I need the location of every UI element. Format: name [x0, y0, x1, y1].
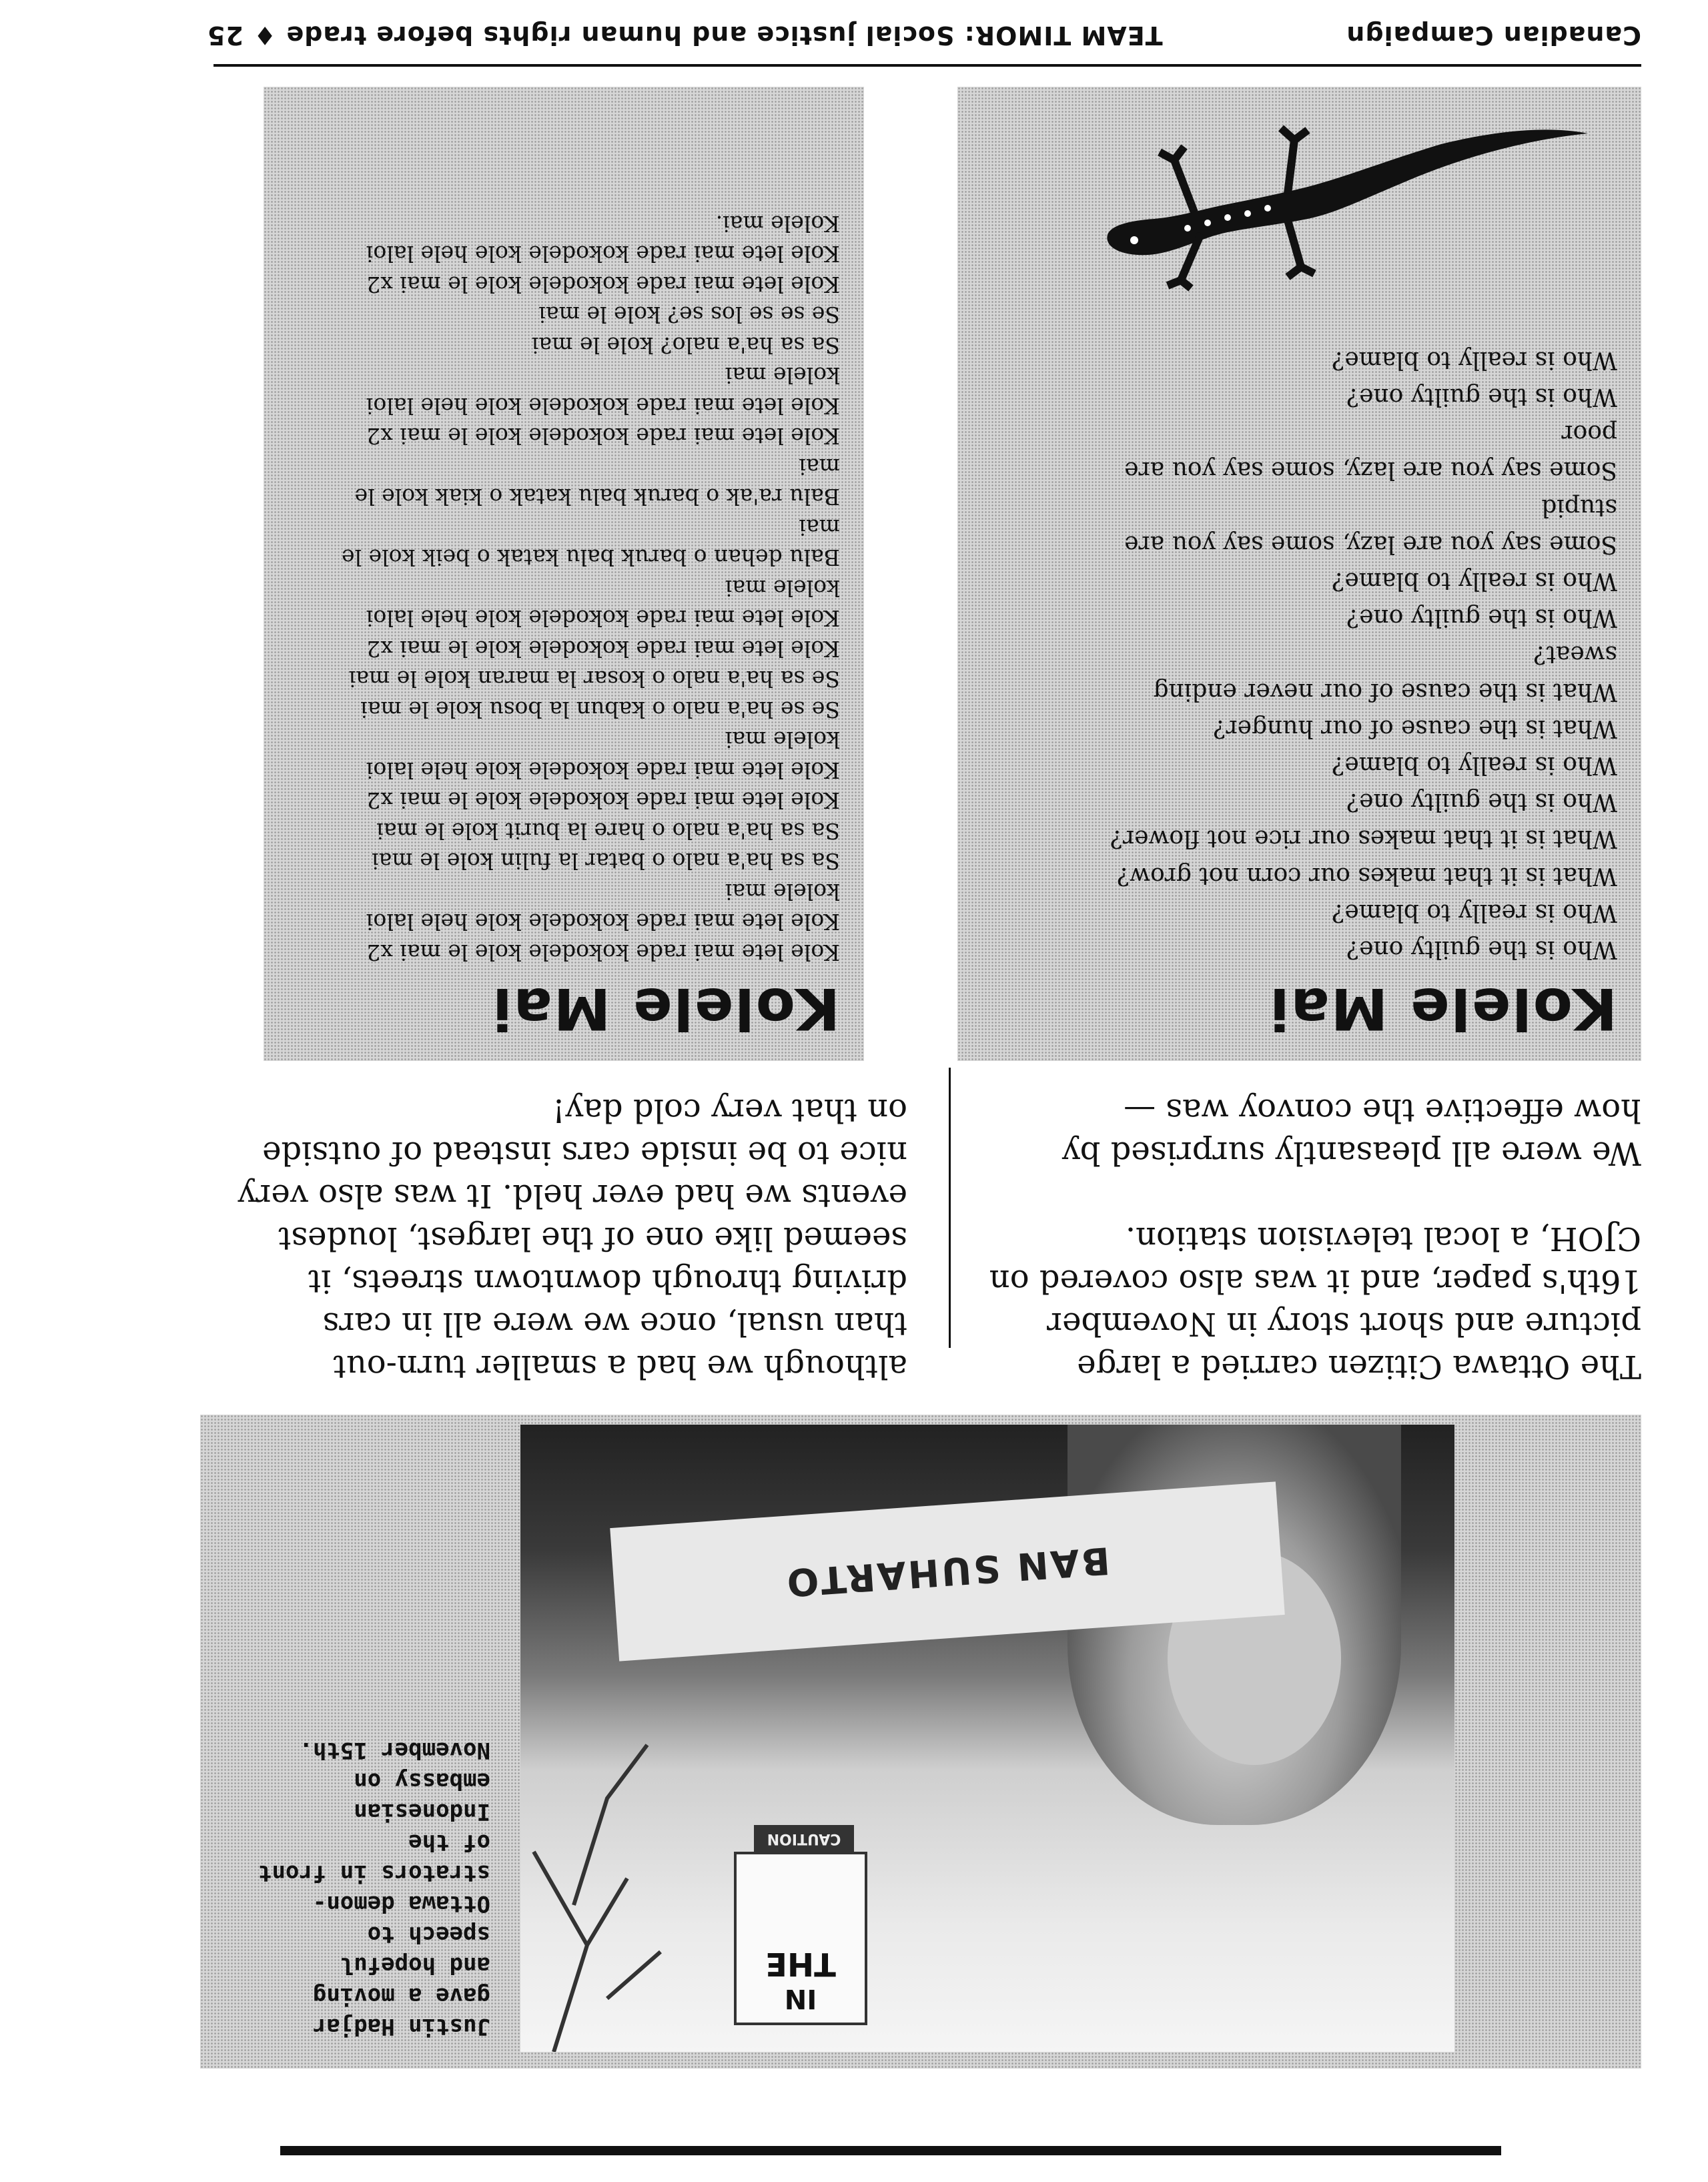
- article-line: The Ottawa Citizen carried a large: [1077, 1348, 1641, 1385]
- gecko-icon: [1094, 107, 1601, 294]
- article-line: seemed like one of the largest, loudest: [278, 1220, 907, 1257]
- poem-line: kolele mai: [725, 879, 840, 905]
- poem-line: Kole lete mai rade kokodele kole hele laloi: [366, 757, 840, 783]
- poem-line: Sa sa ha'a nalo? kole le mai: [531, 332, 840, 358]
- poem-line: Sa sa ha'a nalo o batar la fulin kole le mai: [372, 848, 840, 875]
- caption-line: gave a moving: [312, 1982, 490, 2009]
- poem-line: Se se se los se? kole le mai: [538, 302, 840, 328]
- poem-line: Kole lete mai rade kokodele kole hele laloi: [366, 605, 840, 632]
- poem-line: Kole lete mai rade kokodele kole le mai x2: [366, 940, 840, 966]
- caution-strip: CAUTION: [754, 1825, 854, 1852]
- poem-line: Kole lete mai rade kokodele kole hele laloi: [366, 241, 840, 268]
- poem-line: Se se ha'a nalo o kabun la bosu kole le mai: [360, 697, 840, 723]
- poem-english-title: Kolele Mai: [1268, 975, 1617, 1042]
- article-line: 16th's paper, and it was also covered on: [989, 1262, 1641, 1300]
- article-column-left: [987, 1089, 1641, 1388]
- poem-line: Kole lete mai rade kokodele kole hele laloi: [366, 393, 840, 419]
- poem-line: Who is really to blame?: [1332, 346, 1617, 374]
- poem-line: Who is really to blame?: [1332, 567, 1617, 595]
- bottom-rule: [280, 2146, 1501, 2155]
- poem-line: Who is the guilty one?: [1346, 936, 1617, 963]
- caption-line: Ottawa demon-: [312, 1890, 490, 1917]
- poem-english-lines: [976, 342, 1617, 968]
- poem-line: Who is really to blame?: [1332, 898, 1617, 926]
- caption-line: strators in front: [258, 1860, 490, 1886]
- article-paragraph: [227, 1089, 907, 1388]
- protest-photo: [520, 1425, 1454, 2052]
- sign-text: IN: [784, 1983, 817, 2014]
- poem-line: Kole lete mai rade kokodele kole le mai x2: [366, 272, 840, 298]
- poem-line: sweat?: [1533, 641, 1617, 669]
- column-divider: [949, 1068, 951, 1348]
- poem-english-panel: [957, 87, 1641, 1061]
- poem-line: stupid: [1541, 493, 1617, 521]
- poem-line: mai: [799, 514, 840, 540]
- poem-line: Balu dehan o baruk balu katak o beik kole le: [342, 544, 840, 571]
- article-line: driving through downtown streets, it: [308, 1262, 907, 1300]
- photo-panel: [200, 1415, 1641, 2069]
- header-rule: [214, 64, 1641, 67]
- article-line: nice to be inside cars instead of outside: [262, 1134, 907, 1172]
- sign-text: THE: [765, 1945, 836, 1982]
- caption-line: speech to: [367, 1921, 490, 1948]
- poem-line: Kolele mai.: [715, 211, 840, 237]
- poem-line: Who is the guilty one?: [1346, 382, 1617, 410]
- tree-branches: [520, 1652, 687, 2052]
- photo-caption: [210, 1735, 490, 2042]
- poem-line: Who is the guilty one?: [1346, 604, 1617, 632]
- header-campaign: Canadian Campaign: [1346, 21, 1641, 50]
- poem-line: Kole lete mai rade kokodele kole hele laloi: [366, 909, 840, 936]
- caption-line: embassy on: [354, 1768, 490, 1794]
- poem-line: poor: [1561, 420, 1617, 448]
- caption-line: of the: [408, 1829, 490, 1856]
- article-paragraph: [987, 1089, 1641, 1174]
- caption-line: and hopeful: [340, 1952, 490, 1978]
- poem-line: Kole lete mai rade kokodele kole le mai x2: [366, 636, 840, 662]
- article-line: CJOH, a local television station.: [1125, 1220, 1641, 1257]
- poem-line: Who is the guilty one?: [1346, 788, 1617, 816]
- caption-line: Justin Hadjar: [312, 2013, 490, 2040]
- caption-line: Indonesian: [354, 1798, 490, 1825]
- poem-line: What is the cause of our never ending: [1153, 677, 1617, 705]
- poem-line: Se sa ha'a nalo o kosar la maran kole le mai: [348, 666, 840, 693]
- article-line: on that very cold day!: [552, 1092, 907, 1129]
- poem-tetum-title: Kolele Mai: [491, 975, 840, 1042]
- poem-line: kolele mai: [725, 727, 840, 753]
- caption-line: November 15th.: [299, 1737, 490, 1764]
- poem-line: mai: [799, 454, 840, 480]
- header-title: TEAM TIMOR: Social justice and human rights before trade ♦ 25: [207, 21, 1163, 50]
- poem-line: What is the cause of our hunger?: [1213, 714, 1617, 742]
- poem-line: Who is really to blame?: [1332, 751, 1617, 779]
- poem-tetum-lines: [282, 209, 840, 968]
- article-paragraph: [987, 1217, 1641, 1388]
- article-line: We were all pleasantly surprised by: [1061, 1134, 1641, 1172]
- poem-line: What is it that makes our rice not flower?: [1110, 825, 1617, 853]
- poem-line: Kole lete mai rade kokodele kole le mai x2: [366, 787, 840, 814]
- poem-line: What is it that makes our corn not grow?: [1116, 861, 1617, 889]
- article-line: than usual, once we were all in cars: [322, 1305, 907, 1343]
- poem-line: Some say you are lazy, some say you are: [1124, 530, 1617, 558]
- poem-line: kolele mai: [725, 362, 840, 389]
- article-line: events we had ever held. It was also very: [238, 1177, 907, 1214]
- poem-line: Sa sa ha'a nalo o hare la burit kole le mai: [376, 818, 840, 844]
- poem-line: Some say you are lazy, some say you are: [1124, 456, 1617, 484]
- article-line: how effective the convoy was —: [1124, 1092, 1641, 1129]
- article-line: although we had a smaller turn-out: [333, 1348, 907, 1385]
- poem-line: Balu ra'ak o baruk balu katak o kiak kole le: [354, 484, 840, 510]
- protest-banner: BAN SUHARTO: [610, 1481, 1285, 1661]
- protest-sign: [734, 1852, 867, 2025]
- poem-tetum-panel: [264, 87, 864, 1061]
- poem-line: Kole lete mai rade kokodele kole le mai x2: [366, 423, 840, 450]
- article-line: picture and short story in November: [1047, 1305, 1641, 1343]
- article-column-right: [227, 1089, 907, 1388]
- poem-line: kolele mai: [725, 575, 840, 601]
